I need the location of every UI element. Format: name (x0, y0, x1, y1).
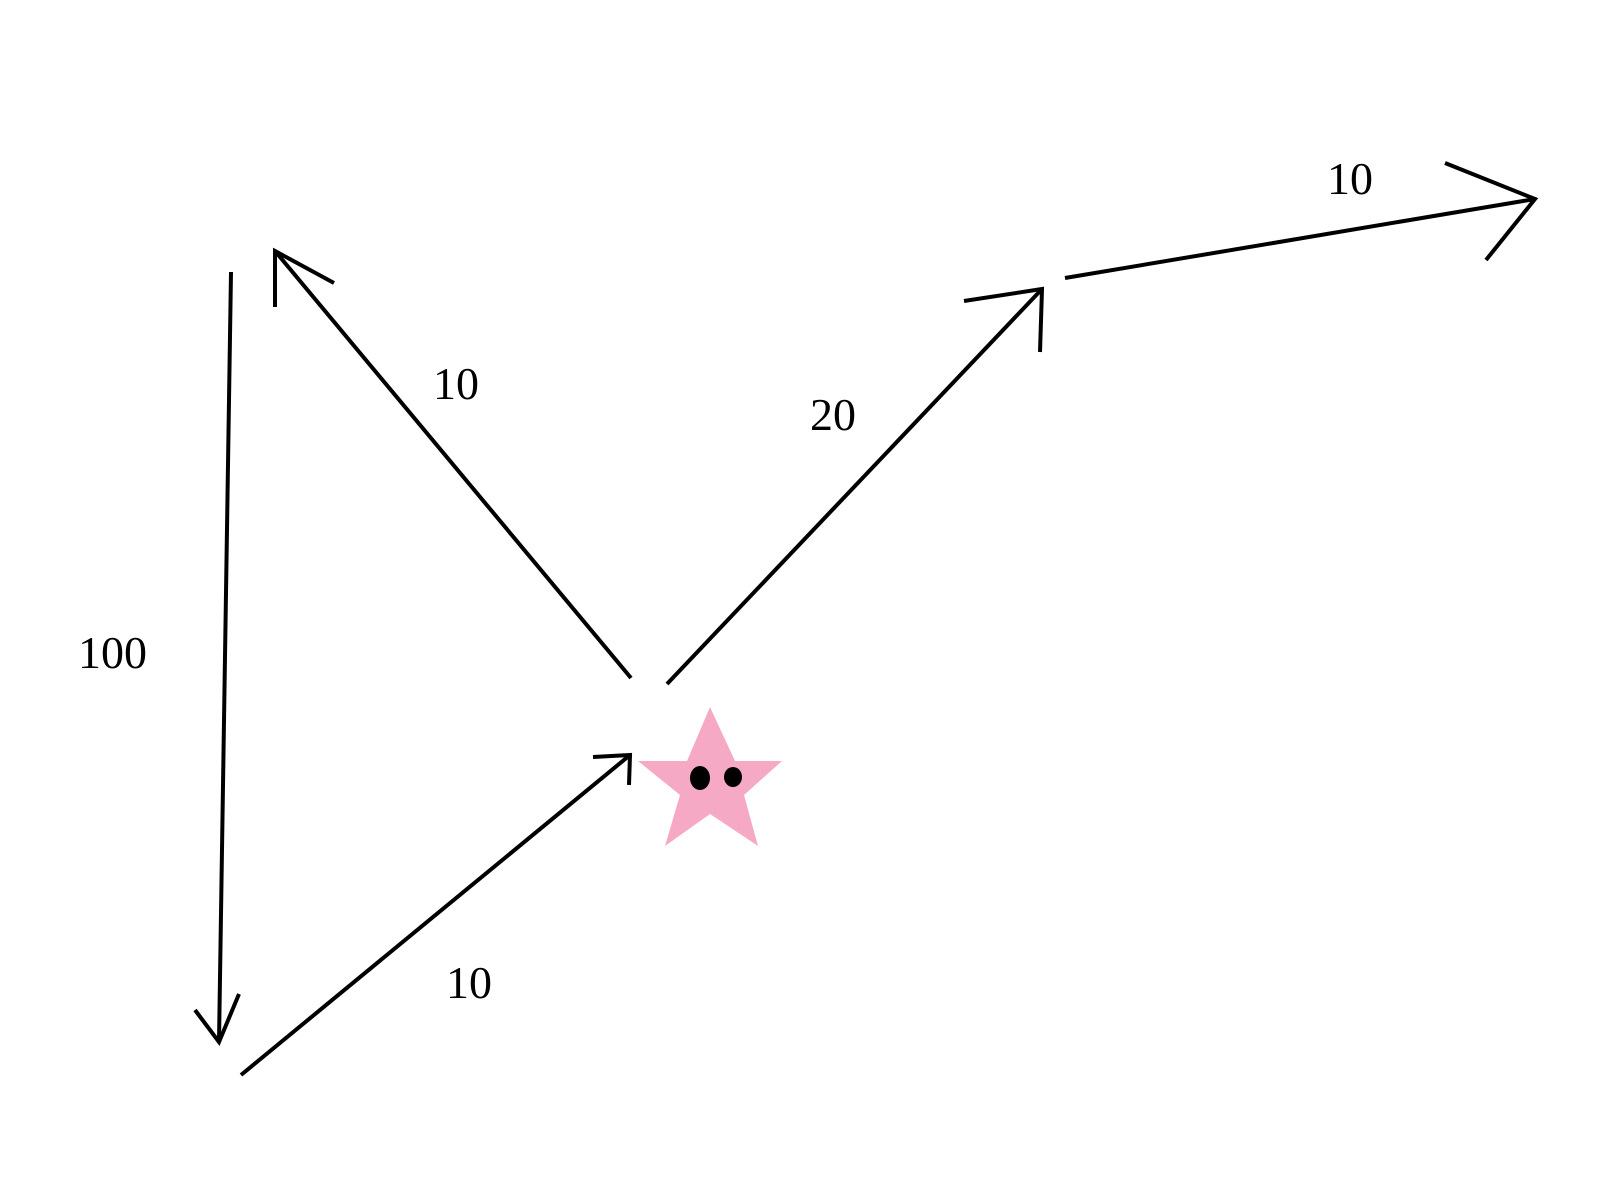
pink-star-icon (638, 707, 782, 846)
top-right-arrow (1065, 163, 1535, 278)
label-up-right: 20 (810, 389, 856, 440)
label-bottom-right: 10 (446, 957, 492, 1008)
label-vertical-down: 100 (78, 627, 147, 678)
up-right-arrow (667, 289, 1042, 684)
vertical-down-arrow-line (219, 272, 231, 1042)
bottom-right-arrow-line (241, 755, 630, 1075)
up-right-arrow-line (667, 289, 1042, 684)
star-shape (638, 707, 782, 846)
star-right-eye (724, 767, 742, 787)
up-left-arrow-line (275, 251, 631, 678)
label-up-left: 10 (433, 358, 479, 409)
vertical-down-arrow-head (195, 994, 239, 1042)
top-right-arrow-line (1065, 199, 1535, 278)
label-top-right: 10 (1327, 153, 1373, 204)
vertical-down-arrow (195, 272, 239, 1042)
up-left-arrow (275, 251, 631, 678)
bottom-right-arrow (241, 755, 630, 1075)
star-left-eye (690, 766, 710, 790)
